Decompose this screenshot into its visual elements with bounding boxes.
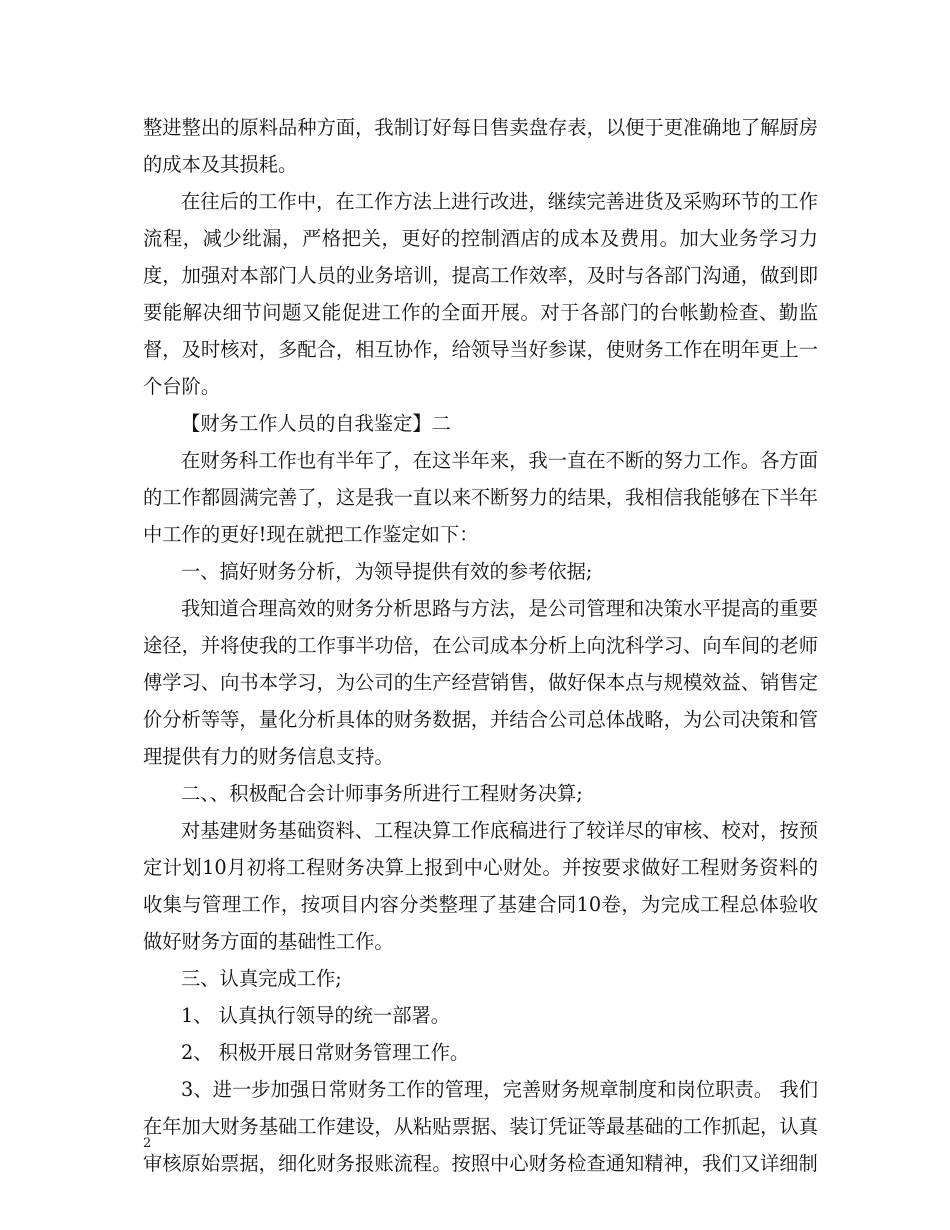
list-item-1: 1、 认真执行领导的统一部署。 [181, 1004, 451, 1027]
paragraph-5: 对基建财务基础资料、工程决算工作底稿进行了较详尽的审核、校对，按预定计划10月初将工程财务决算上报到中心财处。并按要求做好工程财务资料的收集与管理工作，按项目内容分类整理了基建合同10卷，为完成工程总体验收做好财务方面的基础性工作。 [143, 819, 818, 953]
item-heading-3: 三、认真完成工作; [181, 967, 342, 990]
paragraph-3: 在财务科工作也有半年了，在这半年来，我一直在不断的努力工作。各方面的工作都圆满完善了，这是我一直以来不断努力的结果，我相信我能够在下半年中工作的更好!现在就把工作鉴定如下： [143, 449, 818, 546]
paragraph-6: 3、进一步加强日常财务工作的管理，完善财务规章制度和岗位职责。 我们在年加大财务基础工作建设，从粘贴票据、装订凭证等最基础的工作抓起，认真审核原始票据，细化财务报账流程。按照中心财务检查通知精神，我们又详细制 [143, 1078, 818, 1175]
item-heading-2: 二、、积极配合会计师事务所进行工程财务决算; [181, 782, 583, 805]
paragraph-1: 整进整出的原料品种方面，我制订好每日售卖盘存表，以便于更准确地了解厨房的成本及其损耗。 [143, 116, 818, 176]
paragraph-4: 我知道合理高效的财务分析思路与方法，是公司管理和决策水平提高的重要途径，并将使我的工作事半功倍，在公司成本分析上向沈科学习、向车间的老师傅学习、向书本学习，为公司的生产经营销售，做好保本点与规模效益、销售定价分析等等，量化分析具体的财务数据，并结合公司总体战略，为公司决策和管理提供有力的财务信息支持。 [143, 597, 818, 768]
section-heading-2: 【财务工作人员的自我鉴定】二 [181, 412, 451, 435]
document-body [143, 109, 818, 1182]
paragraph-2: 在往后的工作中，在工作方法上进行改进，继续完善进货及采购环节的工作流程，减少纰漏，严格把关，更好的控制酒店的成本及费用。加大业务学习力度，加强对本部门人员的业务培训，提高工作效率，及时与各部门沟通，做到即要能解决细节问题又能促进工作的全面开展。对于各部门的台帐勤检查、勤监督，及时核对，多配合，相互协作，给领导当好参谋，使财务工作在明年更上一个台阶。 [143, 190, 818, 398]
list-item-2: 2、 积极开展日常财务管理工作。 [181, 1041, 470, 1064]
page-number: 2 [143, 1136, 152, 1151]
item-heading-1: 一、搞好财务分析，为领导提供有效的参考依据; [181, 560, 593, 583]
